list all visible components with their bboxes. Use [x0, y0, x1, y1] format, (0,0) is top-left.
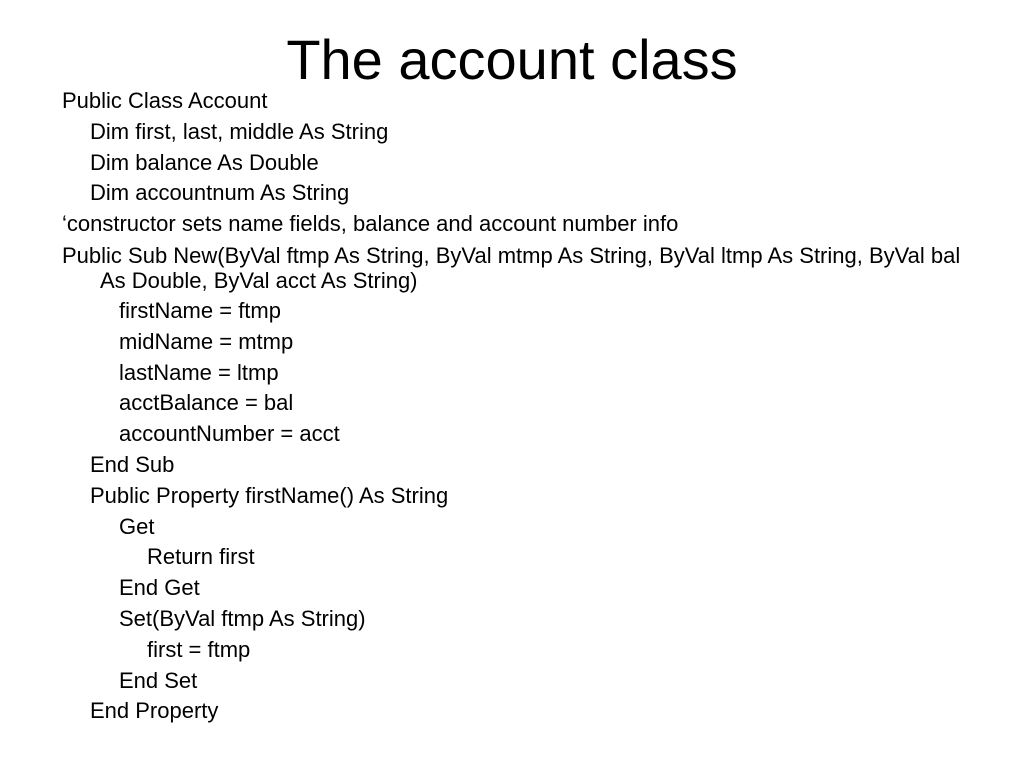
code-line: Return first — [147, 544, 255, 570]
slide-title: The account class — [286, 28, 738, 91]
code-line: Dim first, last, middle As String — [90, 118, 389, 144]
code-line: Get — [119, 513, 155, 539]
code-line: lastName = ltmp — [119, 359, 279, 385]
code-line: End Set — [119, 667, 198, 693]
code-listing — [62, 86, 962, 727]
code-line: Public Class Account — [62, 88, 268, 113]
code-line: accountNumber = acct — [119, 421, 340, 447]
code-comment-line: ‘constructor sets name fields, balance and account number info — [62, 211, 679, 237]
code-line: Dim balance As Double — [90, 149, 319, 175]
code-line: midName = mtmp — [119, 328, 294, 354]
code-line: End Get — [119, 575, 200, 601]
code-line: End Property — [90, 698, 219, 724]
code-line: Set(ByVal ftmp As String) — [119, 605, 366, 631]
code-line: Dim accountnum As String — [90, 180, 350, 206]
code-line: firstName = ftmp — [119, 297, 281, 323]
code-line: Public Property firstName() As String — [90, 482, 449, 508]
code-line: acctBalance = bal — [119, 390, 294, 416]
code-line: End Sub — [90, 451, 175, 477]
code-line: first = ftmp — [147, 636, 251, 662]
code-line-constructor-signature: Public Sub New(ByVal ftmp As String, ByVal mtmp As String, ByVal ltmp As String, ByVal bal As Double, ByVal acct As String) — [62, 242, 961, 293]
